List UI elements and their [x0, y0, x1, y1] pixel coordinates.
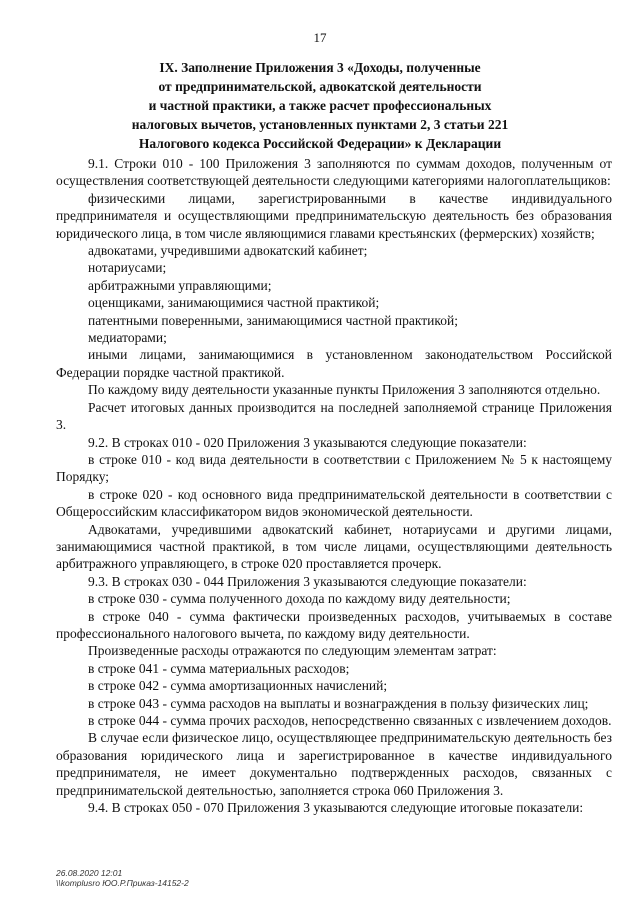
paragraph: По каждому виду деятельности указанные пункты Приложения 3 заполняются отдельно. [88, 382, 601, 398]
list-item: нотариусами; [88, 260, 167, 276]
paragraph: в строке 020 - код основного вида предпринимательской деятельности в соответствии с Общероссийским классификатором видов экономической деятельности. [56, 486, 612, 520]
paragraph: в строке 010 - код вида деятельности в соответствии с Приложением № 5 к настоящему Порядку; [56, 451, 612, 485]
footer-date: 26.08.2020 12:01 [56, 868, 123, 878]
paragraph: 9.2. В строках 010 - 020 Приложения 3 указываются следующие показатели: [88, 434, 527, 450]
footer-stamp [56, 868, 189, 888]
heading-line: IX. Заполнение Приложения 3 «Доходы, полученные [159, 60, 481, 75]
list-item: адвокатами, учредившими адвокатский кабинет; [88, 243, 368, 259]
paragraph: в строке 044 - сумма прочих расходов, непосредственно связанных с извлечением доходов. [88, 713, 612, 728]
heading-line: налоговых вычетов, установленных пунктами 2, 3 статьи 221 [131, 117, 509, 132]
paragraph: Расчет итоговых данных производится на последней заполняемой странице Приложения 3. [56, 399, 612, 433]
list-item: патентными поверенными, занимающимися частной практикой; [88, 312, 458, 328]
paragraph: В случае если физическое лицо, осуществляющее предпринимательскую деятельность без образования юридического лица и зарегистрированное в качестве индивидуального предпринимателя, не имеет документально подтвержденных расходов, связанных с предпринимательской деятельностью, заполняется строка 060 Приложения 3. [56, 730, 612, 798]
paragraph: 9.1. Строки 010 - 100 Приложения 3 заполняются по суммам доходов, полученным от осуществления соответствующей деятельности следующими категориями налогоплательщиков: [56, 156, 612, 189]
paragraph: 9.4. В строках 050 - 070 Приложения 3 указываются следующие итоговые показатели: [88, 800, 584, 816]
paragraph: в строке 041 - сумма материальных расходов; [88, 660, 350, 676]
paragraph: физическими лицами, зарегистрированными в качестве индивидуального предпринимателя и осуществляющими предпринимательскую деятельность без образования юридического лица, в том числе являющимися главами крестьянских (фермерских) хозяйств; [56, 190, 612, 241]
heading-line: от предпринимательской, адвокатской деятельности [158, 79, 482, 94]
paragraph: Произведенные расходы отражаются по следующим элементам затрат: [88, 643, 497, 659]
heading-line: и частной практики, а также расчет профессиональных [148, 98, 492, 113]
list-item: медиаторами; [88, 330, 167, 346]
paragraph: Адвокатами, учредившими адвокатский кабинет, нотариусами и другими лицами, занимающимися частной практикой, в том числе лицами, осуществляющими деятельность арбитражного управляющего, в строке 020 проставляется прочерк. [56, 521, 612, 572]
paragraph: 9.3. В строках 030 - 044 Приложения 3 указываются следующие показатели: [88, 573, 527, 589]
section-heading [100, 58, 540, 153]
paragraph: в строке 030 - сумма полученного дохода по каждому виду деятельности; [88, 591, 511, 607]
paragraph: в строке 042 - сумма амортизационных начислений; [88, 678, 388, 694]
list-item: оценщиками, занимающимися частной практикой; [88, 295, 380, 311]
heading-line: Налогового кодекса Российской Федерации» к Декларации [138, 136, 502, 151]
document-body [56, 155, 612, 816]
footer-path: \\komplusro ЮО.Р.Приказ-14152-2 [56, 878, 189, 888]
paragraph: в строке 043 - сумма расходов на выплаты и вознаграждения в пользу физических лиц; [88, 695, 589, 711]
list-item: арбитражными управляющими; [88, 277, 272, 293]
paragraph: в строке 040 - сумма фактически произведенных расходов, учитываемых в составе профессионального налогового вычета, по каждому виду деятельности. [56, 608, 612, 641]
paragraph: иными лицами, занимающимися в установленном законодательством Российской Федерации порядке частной практикой. [56, 347, 612, 380]
page-number: 17 [313, 30, 327, 45]
